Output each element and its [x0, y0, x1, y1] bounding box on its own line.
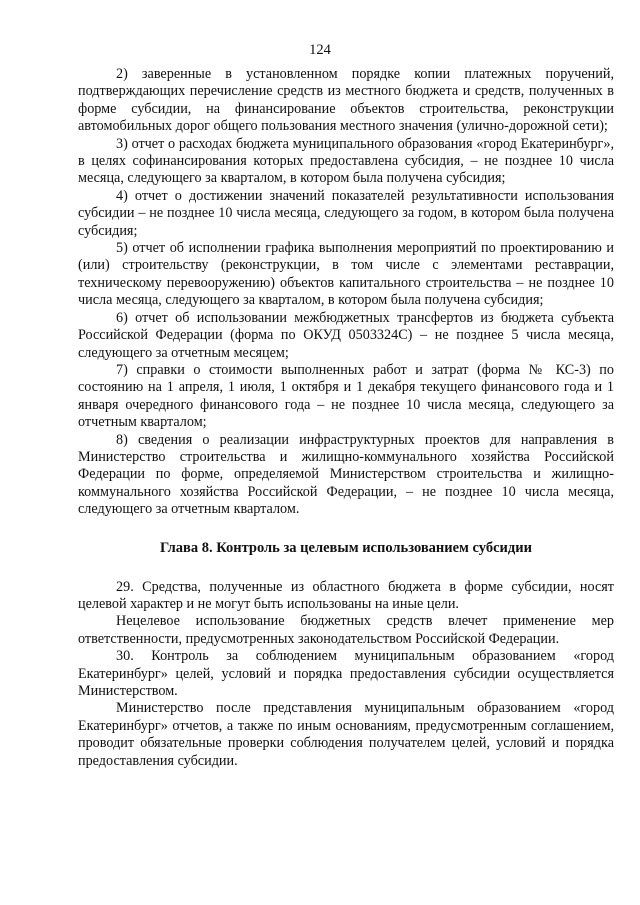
list-item-4: 4) отчет о достижении значений показателей результативности использования субсидии – не позднее 10 числа месяца, следующего за годом, в котором была получена субсидия;: [78, 187, 614, 239]
document-body: [78, 66, 614, 770]
page-number: 124: [309, 42, 331, 58]
list-item-5: 5) отчет об исполнении графика выполнения мероприятий по проектированию и (или) строительству (реконструкции, в том числе с элементами реставрации, техническому перевооружению) объектов капитального строительства – не позднее 10 числа месяца, следующего за кварталом, в котором была получена субсидия;: [78, 240, 614, 309]
list-item-7: 7) справки о стоимости выполненных работ и затрат (форма № КС-3) по состоянию на 1 апреля, 1 июля, 1 октября и 1 декабря текущего финансового года и 1 января очередного финансового года – не позднее 10 числа месяца, следующего за отчетным кварталом;: [78, 361, 614, 431]
paragraph-29: 29. Средства, полученные из областного бюджета в форме субсидии, носят целевой характер и не могут быть использованы на иные цели.: [78, 578, 614, 612]
list-item-3: 3) отчет о расходах бюджета муниципального образования «город Екатеринбург», в целях софинансирования которых предоставлена субсидия, – не позднее 10 числа месяца, следующего за кварталом, в котором была получена субсидия;: [78, 135, 614, 187]
chapter-title: Глава 8. Контроль за целевым использованием субсидии: [160, 539, 532, 556]
list-item-6: 6) отчет об использовании межбюджетных трансфертов из бюджета субъекта Российской Федерации (форма по ОКУД 0503324С) – не позднее 5 числа месяца, следующего за отчетным месяцем;: [78, 309, 614, 361]
list-item-8: 8) сведения о реализации инфраструктурных проектов для направления в Министерство строительства и жилищно-коммунального хозяйства Российской Федерации по форме, определяемой Министерством строительства и жилищно-коммунального хозяйства Российской Федерации, – не позднее 10 числа месяца, следующего за отчетным кварталом.: [78, 431, 614, 518]
paragraph-ministry-checks: Министерство после представления муниципальным образованием «город Екатеринбург» отчетов, а также по иным основаниям, предусмотренным соглашением, проводит обязательные проверки соблюдения получателем целей, условий и порядка предоставления субсидии.: [78, 700, 614, 769]
paragraph-misuse: Нецелевое использование бюджетных средств влечет применение мер ответственности, предусмотренных законодательством Российской Федерации.: [78, 613, 614, 647]
paragraph-30: 30. Контроль за соблюдением муниципальным образованием «город Екатеринбург» целей, условий и порядка предоставления субсидии осуществляется Министерством.: [78, 648, 614, 699]
list-item-2: 2) заверенные в установленном порядке копии платежных поручений, подтверждающих перечисление средств из местного бюджета и средств, полученных в форме субсидии, на финансирование объектов строительства, реконструкции автомобильных дорог общего пользования местного значения (улично-дорожной сети);: [78, 66, 614, 135]
